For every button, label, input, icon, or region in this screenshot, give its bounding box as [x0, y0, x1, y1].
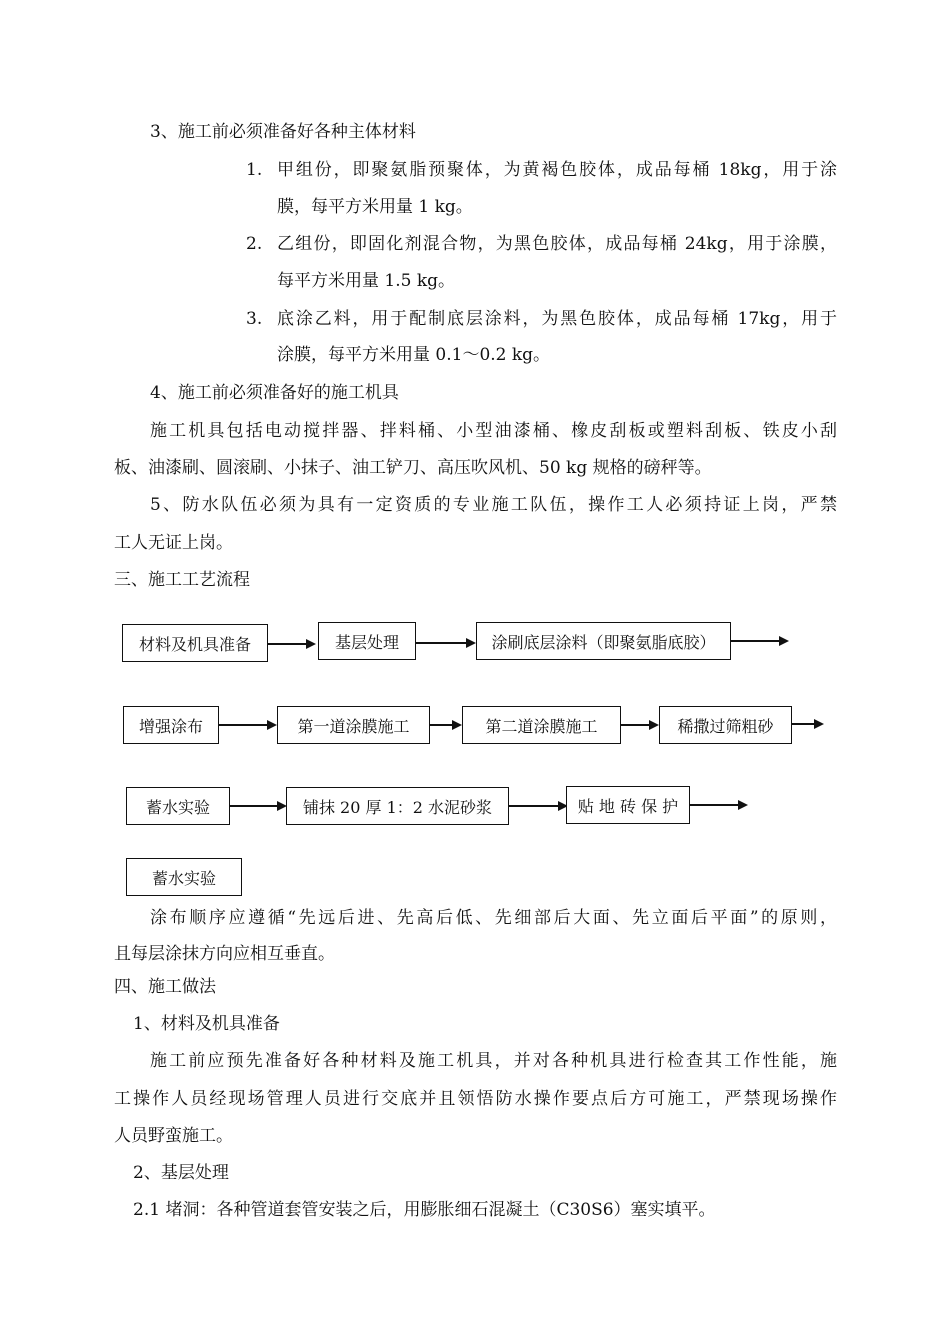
- flow-arrow: [509, 805, 566, 807]
- sub-heading: 1、材料及机具准备: [133, 1014, 280, 1034]
- section-4-heading: 4、施工前必须准备好的施工机具: [150, 383, 399, 403]
- list-item-number: 3.: [246, 309, 263, 329]
- flow-arrow: [430, 724, 460, 726]
- flow-arrow: [690, 804, 746, 806]
- list-item-text: 每平方米用量 1.5 kg。: [277, 271, 456, 291]
- paragraph-line: 板、油漆刷、圆滚刷、小抹子、油工铲刀、高压吹风机、50 kg 规格的磅秤等。: [114, 458, 712, 478]
- flow-step-primer-coating: 涂刷底层涂料（即聚氨脂底胶）: [476, 622, 731, 660]
- flow-step-reinforcement: 增强涂布: [123, 706, 219, 744]
- paragraph-line: 2.1 堵洞：各种管道套管安装之后，用膨胀细石混凝土（C30S6）塞实填平。: [133, 1200, 716, 1220]
- flow-step-mortar: 铺抹 20 厚 1：2 水泥砂浆: [286, 787, 509, 825]
- list-item-text: 甲组份，即聚氨脂预聚体，为黄褐色胶体，成品每桶 18kg，用于涂: [277, 160, 837, 180]
- paragraph-line: 施工前应预先准备好各种材料及施工机具，并对各种机具进行检查其工作性能，施: [150, 1051, 837, 1071]
- paragraph-line: 施工机具包括电动搅拌器、拌料桶、小型油漆桶、橡皮刮板或塑料刮板、铁皮小刮: [150, 421, 837, 441]
- flow-step-sand-sprinkle: 稀撒过筛粗砂: [659, 706, 792, 744]
- flow-arrow: [230, 805, 285, 807]
- flow-step-first-coat: 第一道涂膜施工: [277, 706, 430, 744]
- part-3-heading: 三、施工工艺流程: [114, 570, 250, 590]
- flow-step-material-prep: 材料及机具准备: [122, 624, 268, 662]
- flow-step-tile-protection: 贴 地 砖 保 护: [566, 786, 690, 824]
- flow-step-base-treatment: 基层处理: [318, 622, 416, 660]
- paragraph-line: 人员野蛮施工。: [114, 1126, 233, 1146]
- flow-arrow: [416, 642, 474, 644]
- list-item-text: 乙组份，即固化剂混合物，为黑色胶体，成品每桶 24kg，用于涂膜，: [277, 234, 837, 254]
- flow-arrow: [219, 724, 275, 726]
- list-item-text: 涂膜，每平方米用量 0.1～0.2 kg。: [277, 345, 551, 365]
- paragraph-line: 5、防水队伍必须为具有一定资质的专业施工队伍，操作工人必须持证上岗，严禁: [150, 495, 837, 515]
- flow-arrow: [268, 643, 314, 645]
- flow-arrow: [621, 724, 657, 726]
- flow-arrow: [792, 723, 822, 725]
- paragraph-line: 工人无证上岗。: [114, 533, 233, 553]
- part-4-heading: 四、施工做法: [114, 977, 216, 997]
- paragraph-line: 工操作人员经现场管理人员进行交底并且领悟防水操作要点后方可施工，严禁现场操作: [114, 1089, 837, 1109]
- list-item-number: 1.: [246, 160, 263, 180]
- section-3-heading: 3、施工前必须准备好各种主体材料: [150, 122, 416, 142]
- flow-step-water-test-final: 蓄水实验: [126, 858, 242, 896]
- flow-step-second-coat: 第二道涂膜施工: [462, 706, 621, 744]
- flow-step-water-test: 蓄水实验: [126, 787, 230, 825]
- paragraph-line: 涂布顺序应遵循“先远后进、先高后低、先细部后大面、先立面后平面”的原则，: [150, 908, 837, 928]
- sub-heading: 2、基层处理: [133, 1163, 229, 1183]
- list-item-text: 底涂乙料，用于配制底层涂料，为黑色胶体，成品每桶 17kg，用于: [277, 309, 837, 329]
- list-item-text: 膜，每平方米用量 1 kg。: [277, 197, 473, 217]
- paragraph-line: 且每层涂抹方向应相互垂直。: [114, 944, 335, 964]
- flow-arrow: [731, 640, 787, 642]
- list-item-number: 2.: [246, 234, 263, 254]
